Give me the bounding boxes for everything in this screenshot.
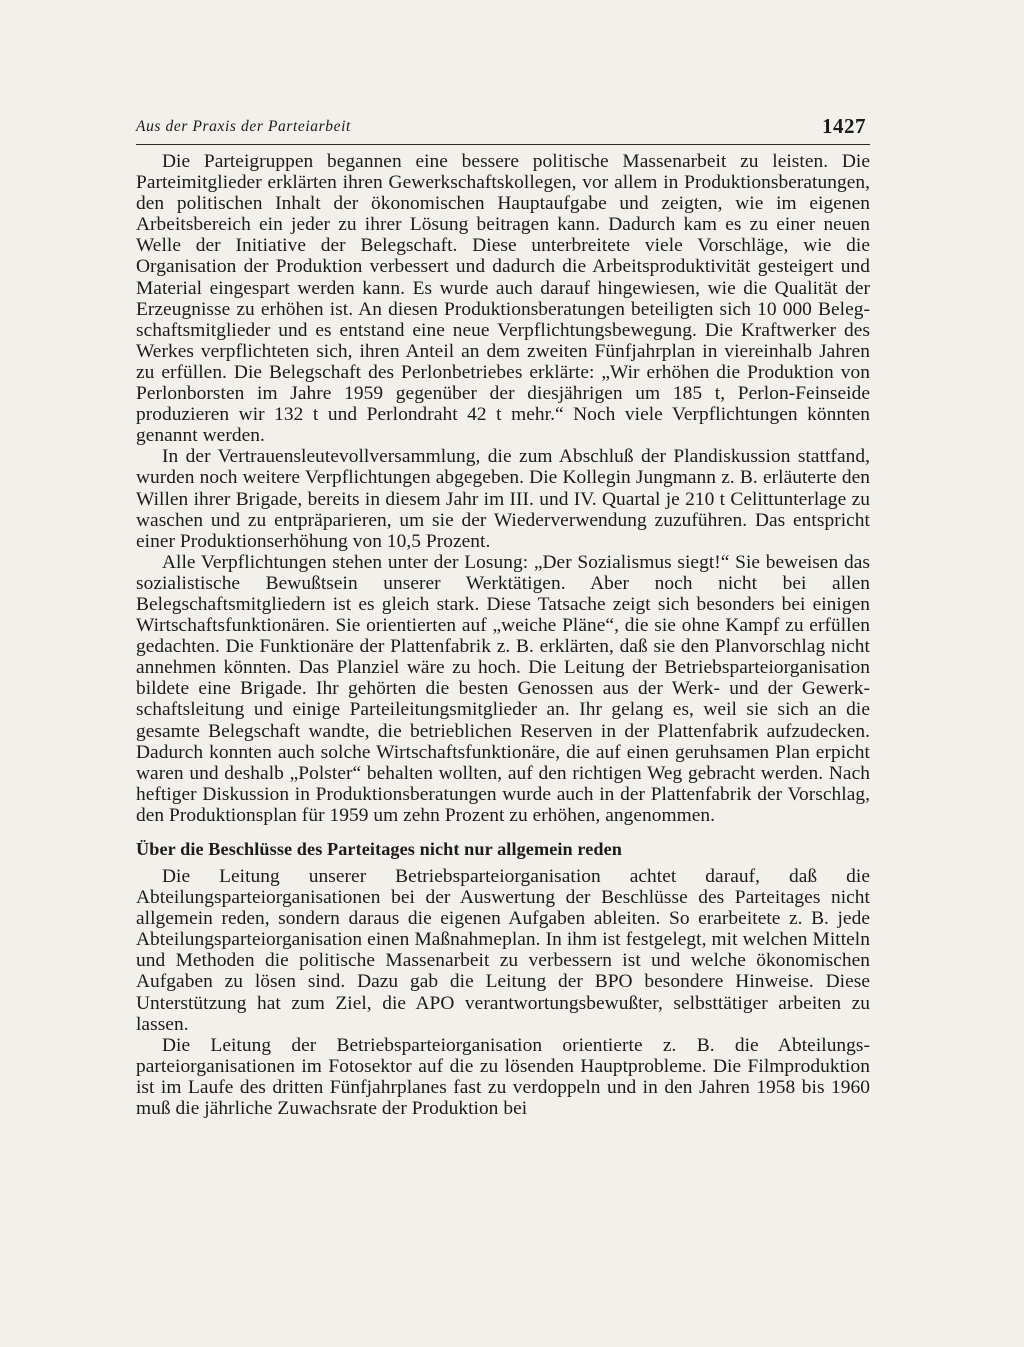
paragraph: In der Vertrauensleutevollversammlung, die zum Abschluß der Plandiskussion stattfand, wurden noch weitere Verpflichtungen abgegeben. Die Kollegin Jungmann z. B. erläuterte den Willen ihrer Brigade, bereits in diesem Jahr im III. und IV. Quartal je 210 t Celittunterlage zu waschen und zu entpräparieren, um sie der Wiederverwendung zuzuführen. Das entspricht einer Produktionserhöhung von 10,5 Prozent. [136,446,870,552]
paragraph: Die Leitung der Betriebsparteiorganisation orientierte z. B. die Abteilungsparteiorganisationen im Fotosektor auf die zu lösenden Hauptprobleme. Die Filmproduktion ist im Laufe des dritten Fünfjahrplanes fast zu verdoppeln und in den Jahren 1958 bis 1960 muß die jährliche Zuwachsrate der Produktion bei [136,1034,870,1120]
book-page [136,108,870,1119]
body-text [136,151,870,1119]
paragraph: Alle Verpflichtungen stehen unter der Losung: „Der Sozialismus siegt!“ Sie beweisen das sozialistische Bewußtsein unserer Werktätigen. Aber noch nicht bei allen Belegschaftsmitgliedern ist es gleich stark. Diese Tatsache zeigt sich besonders bei einigen Wirtschaftsfunktionären. Sie orientierten auf „weiche Pläne“, die sie ohne Kampf zu erfüllen gedachten. Die Funktionäre der Plattenfabrik z. B. erklärten, daß sie den Planvorschlag nicht annehmen könnten. Das Planziel wäre zu hoch. Die Leitung der Betriebsparteiorganisation bildete eine Brigade. Ihr gehörten die besten Genossen aus der Werk- und der Gewerkschaftsleitung und einige Parteileitungsmitglieder an. Ihr gelang es, weil sie sich an die gesamte Belegschaft wandte, die betrieblichen Reserven in der Plattenfabrik aufzudecken. Dadurch konnten auch solche Wirtschaftsfunktionäre, die auf einen geruhsamen Plan erpicht waren und deshalb „Polster“ behalten wollten, auf den richtigen Weg gebracht werden. Nach heftiger Diskussion in Produktionsberatungen wurde auch in der Plattenfabrik der Vorschlag, den Produktionsplan für 1959 um zehn Prozent zu erhöhen, angenommen. [136,551,870,826]
paragraph: Die Leitung unserer Betriebsparteiorganisation achtet darauf, daß die Abteilungsparteiorganisationen bei der Auswertung der Beschlüsse des Parteitages nicht allgemein reden, sondern daraus die eigenen Aufgaben ableiten. So erarbeitete z. B. jede Abteilungsparteiorganisation einen Maßnahmeplan. In ihm ist festgelegt, mit welchen Mitteln und Methoden die politische Massenarbeit zu verbessern ist und welche ökonomischen Aufgaben zu lösen sind. Dazu gab die Leitung der BPO besondere Hinweise. Diese Unterstützung hat zum Ziel, die APO verantwortungsbewußter, selbsttätiger arbeiten zu lassen. [136,866,870,1035]
section-heading: Über die Beschlüsse des Parteitages nicht nur allgemein reden [136,839,623,859]
page-number: 1427 [822,114,866,138]
running-title: Aus der Praxis der Parteiarbeit [136,118,351,135]
running-header [136,108,870,145]
paragraph: Die Parteigruppen begannen eine bessere politische Massenarbeit zu leisten. Die Parteimitglieder erklärten ihren Gewerkschaftskollegen, vor allem in Produktionsberatungen, den politischen Inhalt der ökonomischen Hauptaufgabe und zeigten, wie im eigenen Arbeitsbereich ein jeder zu ihrer Lösung beitragen kann. Dadurch kam es zu einer neuen Welle der Initiative der Belegschaft. Diese unterbreitete viele Vorschläge, wie die Organisation der Produktion verbessert und dadurch die Arbeitsproduktivität gesteigert und Material eingespart werden kann. Es wurde auch darauf hingewiesen, wie die Qualität der Erzeugnisse zu erhöhen ist. An diesen Produktionsberatungen beteiligten sich 10 000 Belegschaftsmitglieder und es entstand eine neue Verpflichtungsbewegung. Die Kraftwerker des Werkes verpflichteten sich, ihren Anteil an dem zweiten Fünfjahrplan in viereinhalb Jahren zu erfüllen. Die Belegschaft des Perlonbetriebes erklärte: „Wir erhöhen die Produktion von Perlonborsten im Jahre 1959 gegenüber der diesjährigen um 185 t, Perlon-Feinseide produzieren wir 132 t und Perlondraht 42 t mehr.“ Noch viele Verpflichtungen könnten genannt werden. [136,151,870,447]
